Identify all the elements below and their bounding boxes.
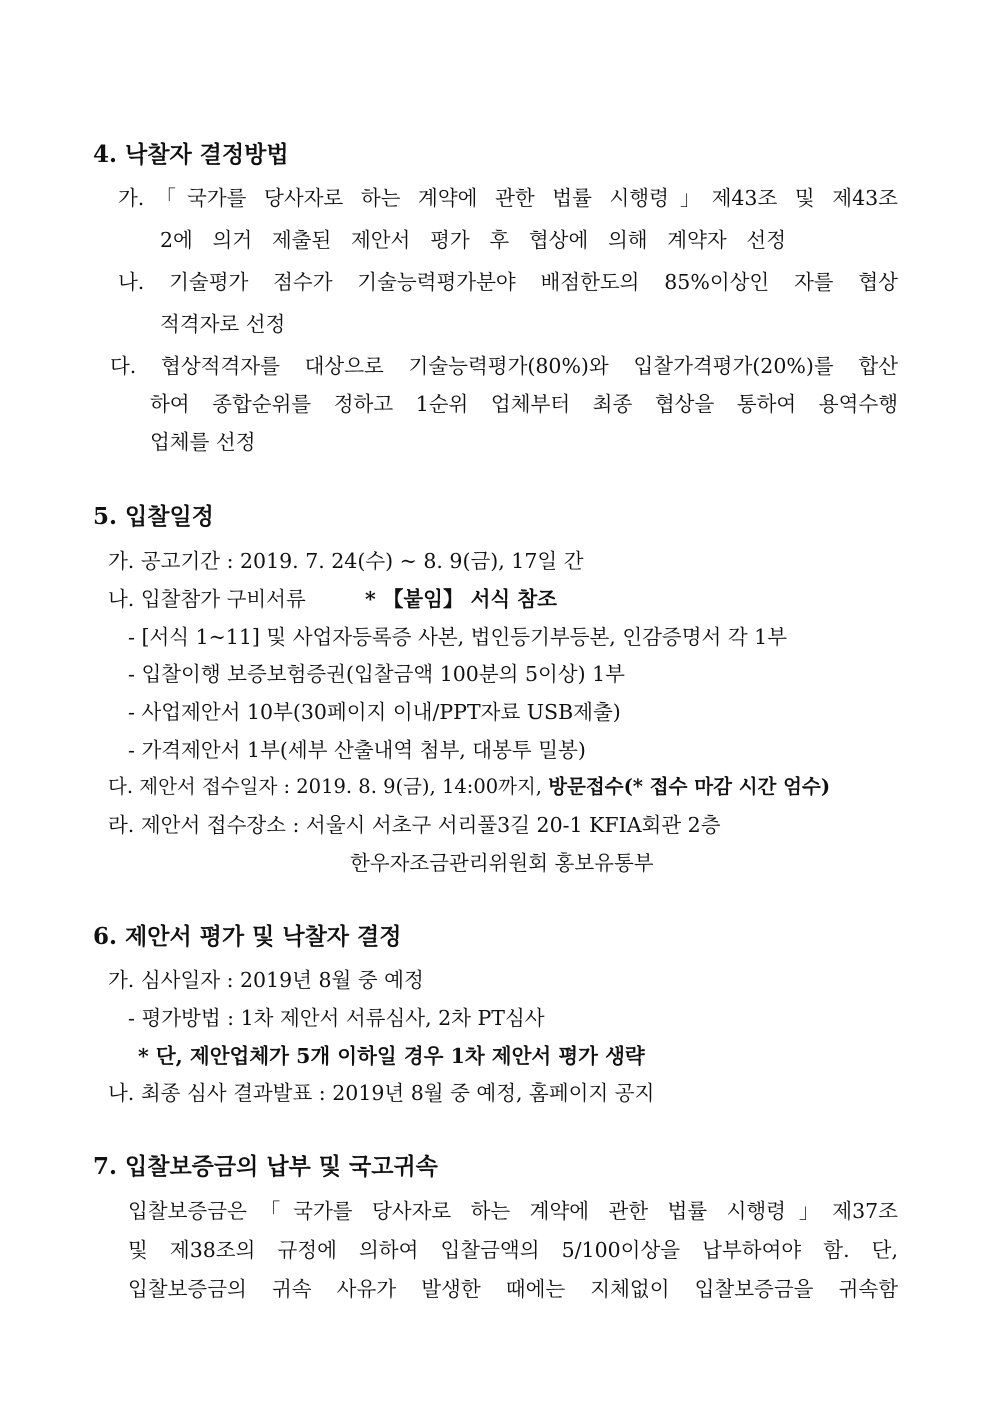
section-4-item-da-line2: 하여 종합순위를 정하고 1순위 업체부터 최종 협상을 통하여 용역수행 [150,392,898,416]
section-5-visit-submission-note: 방문접수(* 접수 마감 시간 엄수) [548,775,831,798]
section-5-item-ra: 라. 제안서 접수장소 : 서울시 서초구 서리풀3길 20-1 KFIA회관 2층 [108,813,721,837]
section-6-heading: 6. 제안서 평가 및 낙찰자 결정 [93,923,402,950]
section-4-item-na-line1: 나. 기술평가 점수가 기술능력평가분야 배점한도의 85%이상인 자를 협상 [118,270,898,294]
section-5-submission-date: 다. 제안서 접수일자 : 2019. 8. 9(금), 14:00까지, [108,775,543,798]
section-5-attachment-note: * 【붙임】 서식 참조 [365,587,557,611]
section-5-item-ra-dept: 한우자조금관리위원회 홍보유통부 [350,851,654,875]
section-7-paragraph-line1: 입찰보증금은「국가를 당사자로 하는 계약에 관한 법률 시행령」제37조 [128,1199,898,1223]
section-6-item-ga: 가. 심사일자 : 2019년 8월 중 예정 [108,968,424,992]
section-4-heading: 4. 낙찰자 결정방법 [93,141,289,168]
section-4-item-da-line1: 다. 협상적격자를 대상으로 기술능력평가(80%)와 입찰가격평가(20%)를 합산 [110,354,898,378]
section-5-doc-forms: - [서식 1~11] 및 사업자등록증 사본, 법인등기부등본, 인감증명서 각 1부 [128,625,788,649]
section-5-doc-price: - 가격제안서 1부(세부 산출내역 첨부, 대봉투 밀봉) [128,738,586,762]
section-5-doc-proposal: - 사업제안서 10부(30페이지 이내/PPT자료 USB제출) [128,700,621,724]
section-5-item-da [108,773,830,801]
section-7-paragraph-line2: 및 제38조의 규정에 의하여 입찰금액의 5/100이상을 납부하여야 함. 단, [128,1238,898,1262]
section-6-eval-note: * 단, 제안업체가 5개 이하일 경우 1차 제안서 평가 생략 [138,1044,645,1068]
section-5-item-na: 나. 입찰참가 구비서류 [108,587,306,611]
section-5-item-ga: 가. 공고기간 : 2019. 7. 24(수) ~ 8. 9(금), 17일 간 [108,549,584,573]
section-4-item-ga-line1: 가.「국가를 당사자로 하는 계약에 관한 법률 시행령」제43조 및 제43조 [118,186,898,210]
section-7-heading: 7. 입찰보증금의 납부 및 국고귀속 [93,1153,438,1180]
section-5-doc-guarantee: - 입찰이행 보증보험증권(입찰금액 100분의 5이상) 1부 [128,662,625,686]
section-5-heading: 5. 입찰일정 [93,503,214,530]
section-6-item-na: 나. 최종 심사 결과발표 : 2019년 8월 중 예정, 홈페이지 공지 [108,1081,655,1105]
section-4-item-ga-line2: 2에 의거 제출된 제안서 평가 후 협상에 의해 계약자 선정 [160,228,786,252]
section-4-item-na-line2: 적격자로 선정 [160,312,286,336]
section-6-eval-method: - 평가방법 : 1차 제안서 서류심사, 2차 PT심사 [128,1006,545,1030]
section-4-item-da-line3: 업체를 선정 [150,430,256,454]
section-7-paragraph-line3: 입찰보증금의 귀속 사유가 발생한 때에는 지체없이 입찰보증금을 귀속함 [128,1277,898,1301]
